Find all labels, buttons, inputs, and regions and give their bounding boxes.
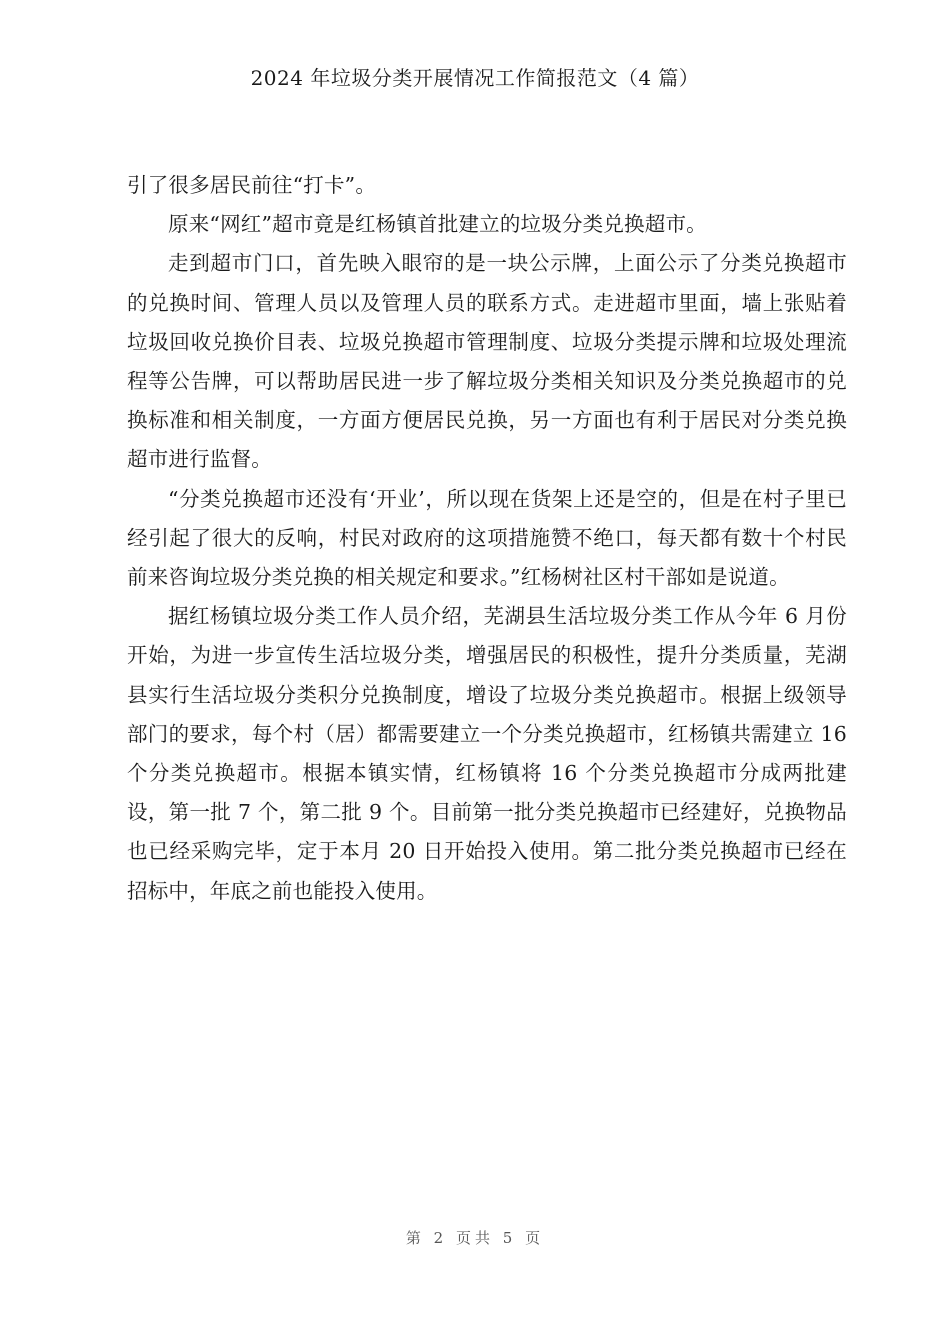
paragraph-quote: “分类兑换超市还没有‘开业’，所以现在货架上还是空的，但是在村子里已经引起了很大的反响，村民对政府的这项措施赞不绝口，每天都有数十个村民前来咨询垃圾分类兑换的相关规定和要求。”红杨树社区村干部如是说道。 [127,486,847,590]
paragraph: 走到超市门口，首先映入眼帘的是一块公示牌，上面公示了分类兑换超市的兑换时间、管理人员以及管理人员的联系方式。走进超市里面，墙上张贴着垃圾回收兑换价目表、垃圾兑换超市管理制度、垃圾分类提示牌和垃圾处理流程等公告牌，可以帮助居民进一步了解垃圾分类相关知识及分类兑换超市的兑换标准和相关制度，一方面方便居民兑换，另一方面也有利于居民对分类兑换超市进行监督。 [127,251,847,472]
paragraph: 原来“网红”超市竟是红杨镇首批建立的垃圾分类兑换超市。 [168,212,707,237]
paragraph: 据红杨镇垃圾分类工作人员介绍，芜湖县生活垃圾分类工作从今年 6 月份开始，为进一步宣传生活垃圾分类，增强居民的积极性，提升分类质量，芜湖县实行生活垃圾分类积分兑换制度，增设了垃圾分类兑换超市。根据上级领导部门的要求，每个村（居）都需要建立一个分类兑换超市，红杨镇共需建立 16 个分类兑换超市。根据本镇实情，红杨镇将 16 个分类兑换超市分成两批建设，第一批 7 个，第二批 9 个。目前第一批分类兑换超市已经建好，兑换物品也已经采购完毕，定于本月 20 日开始投入使用。第二批分类兑换超市已经在招标中，年底之前也能投入使用。 [127,604,847,903]
document-title: 2024 年垃圾分类开展情况工作简报范文（4 篇） [250,66,700,90]
paragraph-continued: 引了很多居民前往“打卡”。 [127,173,377,197]
document-body [127,166,847,911]
page-number: 第 2 页共 5 页 [405,1229,545,1247]
